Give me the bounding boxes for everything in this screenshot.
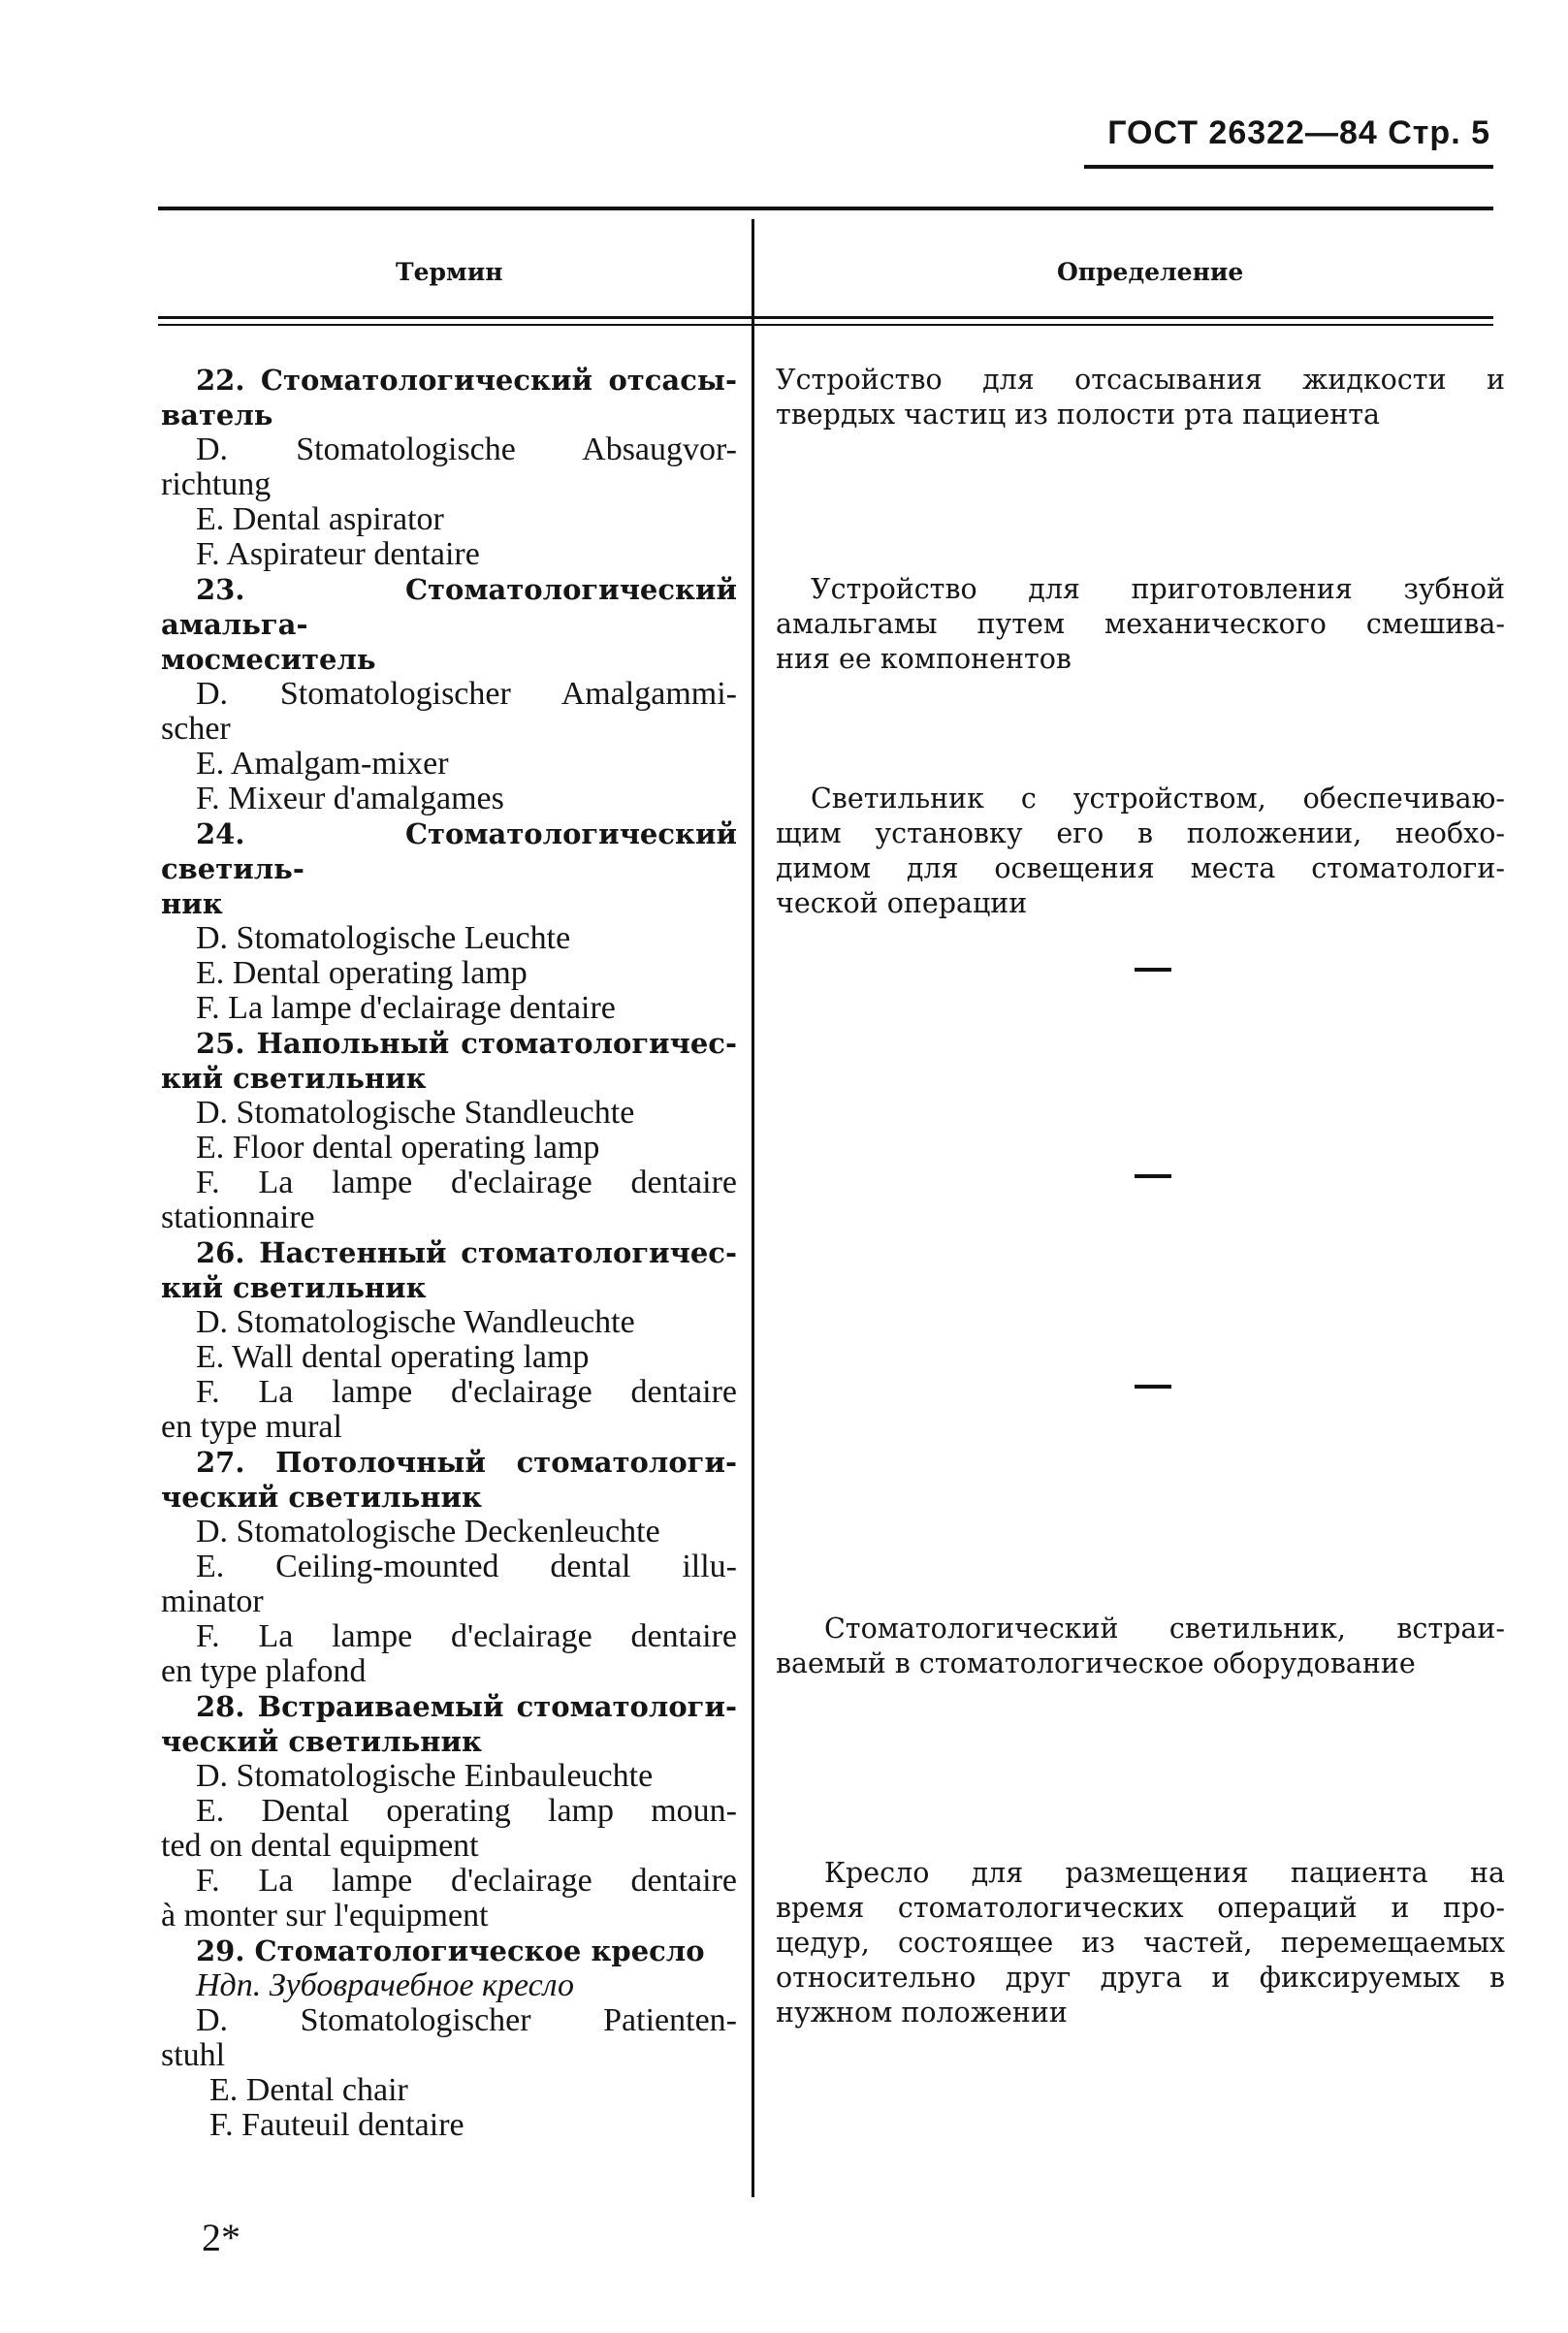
term-heading: 27. Потолочный стоматологи- <box>196 1446 737 1479</box>
definition-line: относительно друг друга и фиксируемых в <box>776 1962 1505 1994</box>
term-german: D. Stomatologische Wandleuchte <box>196 1304 635 1340</box>
term-german: D. Stomatologische Standleuchte <box>196 1095 635 1131</box>
column-divider <box>752 219 754 2197</box>
definition-line: ваемый в стоматологическое оборудование <box>776 1647 1416 1679</box>
term-french: F. Aspirateur dentaire <box>196 536 480 572</box>
definition-line: время стоматологических операций и про- <box>776 1892 1505 1924</box>
term-german: D. Stomatologischer Patienten- <box>196 2002 737 2038</box>
term-entry-27 <box>161 1445 737 1689</box>
definition-line: Устройство для приготовления зубной <box>811 573 1505 605</box>
term-entry-29 <box>161 1934 737 2143</box>
term-german: stuhl <box>161 2037 226 2073</box>
term-english: E. Floor dental operating lamp <box>196 1130 600 1166</box>
term-english: E. Ceiling-mounted dental illu- <box>196 1549 737 1584</box>
term-heading: ческий светильник <box>161 1725 482 1758</box>
definition-line: Светильник с устройством, обеспечиваю- <box>811 783 1505 815</box>
term-entry-23 <box>161 572 737 816</box>
term-heading: 25. Напольный стоматологичес- <box>196 1027 737 1060</box>
term-heading: кий светильник <box>161 1271 427 1304</box>
term-french: à monter sur l'equipment <box>161 1898 489 1934</box>
term-german: D. Stomatologische Leuchte <box>196 920 571 956</box>
term-french: F. Mixeur d'amalgames <box>196 781 504 816</box>
term-french: F. La lampe d'eclairage dentaire <box>196 1863 737 1899</box>
term-entry-25 <box>161 1026 737 1235</box>
term-english: E. Wall dental operating lamp <box>196 1339 590 1375</box>
term-english: E. Amalgam-mixer <box>196 746 449 782</box>
term-heading: 29. Стоматологическое кресло <box>196 1934 705 1967</box>
definition-line: щим установку его в положении, необхо- <box>776 817 1505 849</box>
term-german: richtung <box>161 466 272 502</box>
term-french: F. La lampe d'eclairage dentaire <box>196 990 616 1026</box>
term-french: F. La lampe d'eclairage dentaire <box>196 1165 737 1200</box>
term-german: D. Stomatologische Deckenleuchte <box>196 1514 660 1550</box>
term-heading: мосмеситель <box>161 643 376 676</box>
term-english: E. Dental aspirator <box>196 501 444 537</box>
term-heading: ватель <box>161 399 273 431</box>
terms-column <box>161 363 737 2143</box>
term-entry-26 <box>161 1235 737 1445</box>
term-english: E. Dental operating lamp <box>196 955 528 991</box>
definition-22 <box>776 363 1505 432</box>
term-heading: кий светильник <box>161 1062 427 1095</box>
definition-line: ческой операции <box>776 887 1028 919</box>
header-underline <box>1084 165 1493 169</box>
term-english: E. Dental operating lamp moun- <box>196 1793 737 1829</box>
definition-line: твердых частиц из полости рта пациента <box>776 399 1381 431</box>
term-heading: 22. Стоматологический отсасы- <box>196 364 737 397</box>
definition-line: Устройство для отсасывания жидкости и <box>776 364 1505 396</box>
term-heading: 26. Настенный стоматологичес- <box>196 1236 737 1269</box>
table-header-rule-double <box>158 324 1493 326</box>
term-entry-24 <box>161 816 737 1026</box>
term-german: D. Stomatologischer Amalgammi- <box>196 676 737 712</box>
definition-29 <box>776 1856 1505 2030</box>
definition-23 <box>776 572 1505 677</box>
definition-line: амальгамы путем механического смешива- <box>776 608 1505 640</box>
definition-25-dash <box>1135 968 1171 972</box>
term-german: D. Stomatologische Absaugvor- <box>196 431 737 467</box>
definition-line: димом для освещения места стоматологи- <box>776 852 1505 884</box>
definition-line: Кресло для размещения пациента на <box>824 1857 1505 1889</box>
term-french: F. La lampe d'eclairage dentaire <box>196 1374 737 1410</box>
term-french: stationnaire <box>161 1199 315 1235</box>
term-deprecated: Ндп. Зубоврачебное кресло <box>196 1967 574 2003</box>
term-entry-22 <box>161 363 737 572</box>
term-heading: 28. Встраиваемый стоматологи- <box>196 1690 737 1723</box>
term-german: D. Stomatologische Einbauleuchte <box>196 1758 654 1794</box>
definition-26-dash <box>1135 1174 1171 1178</box>
term-heading: ник <box>161 887 223 920</box>
definition-28 <box>776 1612 1505 1681</box>
table-header-rule <box>158 316 1493 319</box>
column-header-definition: Определение <box>1057 258 1244 286</box>
term-heading: 24. Стоматологический светиль- <box>161 817 737 885</box>
page-footer-mark: 2* <box>202 2216 240 2259</box>
term-entry-28 <box>161 1689 737 1934</box>
definition-line: Стоматологический светильник, встраи- <box>824 1613 1505 1645</box>
definition-24 <box>776 782 1505 921</box>
term-english: minator <box>161 1583 264 1619</box>
definition-27-dash <box>1135 1385 1171 1389</box>
term-german: scher <box>161 711 231 747</box>
term-english: ted on dental equipment <box>161 1828 479 1864</box>
table-top-rule <box>158 207 1493 210</box>
definition-line: цедур, состоящее из частей, перемещаемых <box>776 1927 1505 1959</box>
term-french: F. La lampe d'eclairage dentaire <box>196 1618 737 1654</box>
definition-line: нужном положении <box>776 1997 1068 2029</box>
term-french: en type plafond <box>161 1653 367 1689</box>
term-french: F. Fauteuil dentaire <box>209 2107 464 2143</box>
term-heading: 23. Стоматологический амальга- <box>161 573 737 641</box>
page-header: ГОСТ 26322—84 Стр. 5 <box>1107 114 1490 151</box>
term-heading: ческий светильник <box>161 1481 482 1514</box>
term-english: E. Dental chair <box>209 2072 408 2108</box>
term-french: en type mural <box>161 1409 342 1445</box>
definition-line: ния ее компонентов <box>776 643 1072 675</box>
column-header-term: Термин <box>396 258 503 286</box>
